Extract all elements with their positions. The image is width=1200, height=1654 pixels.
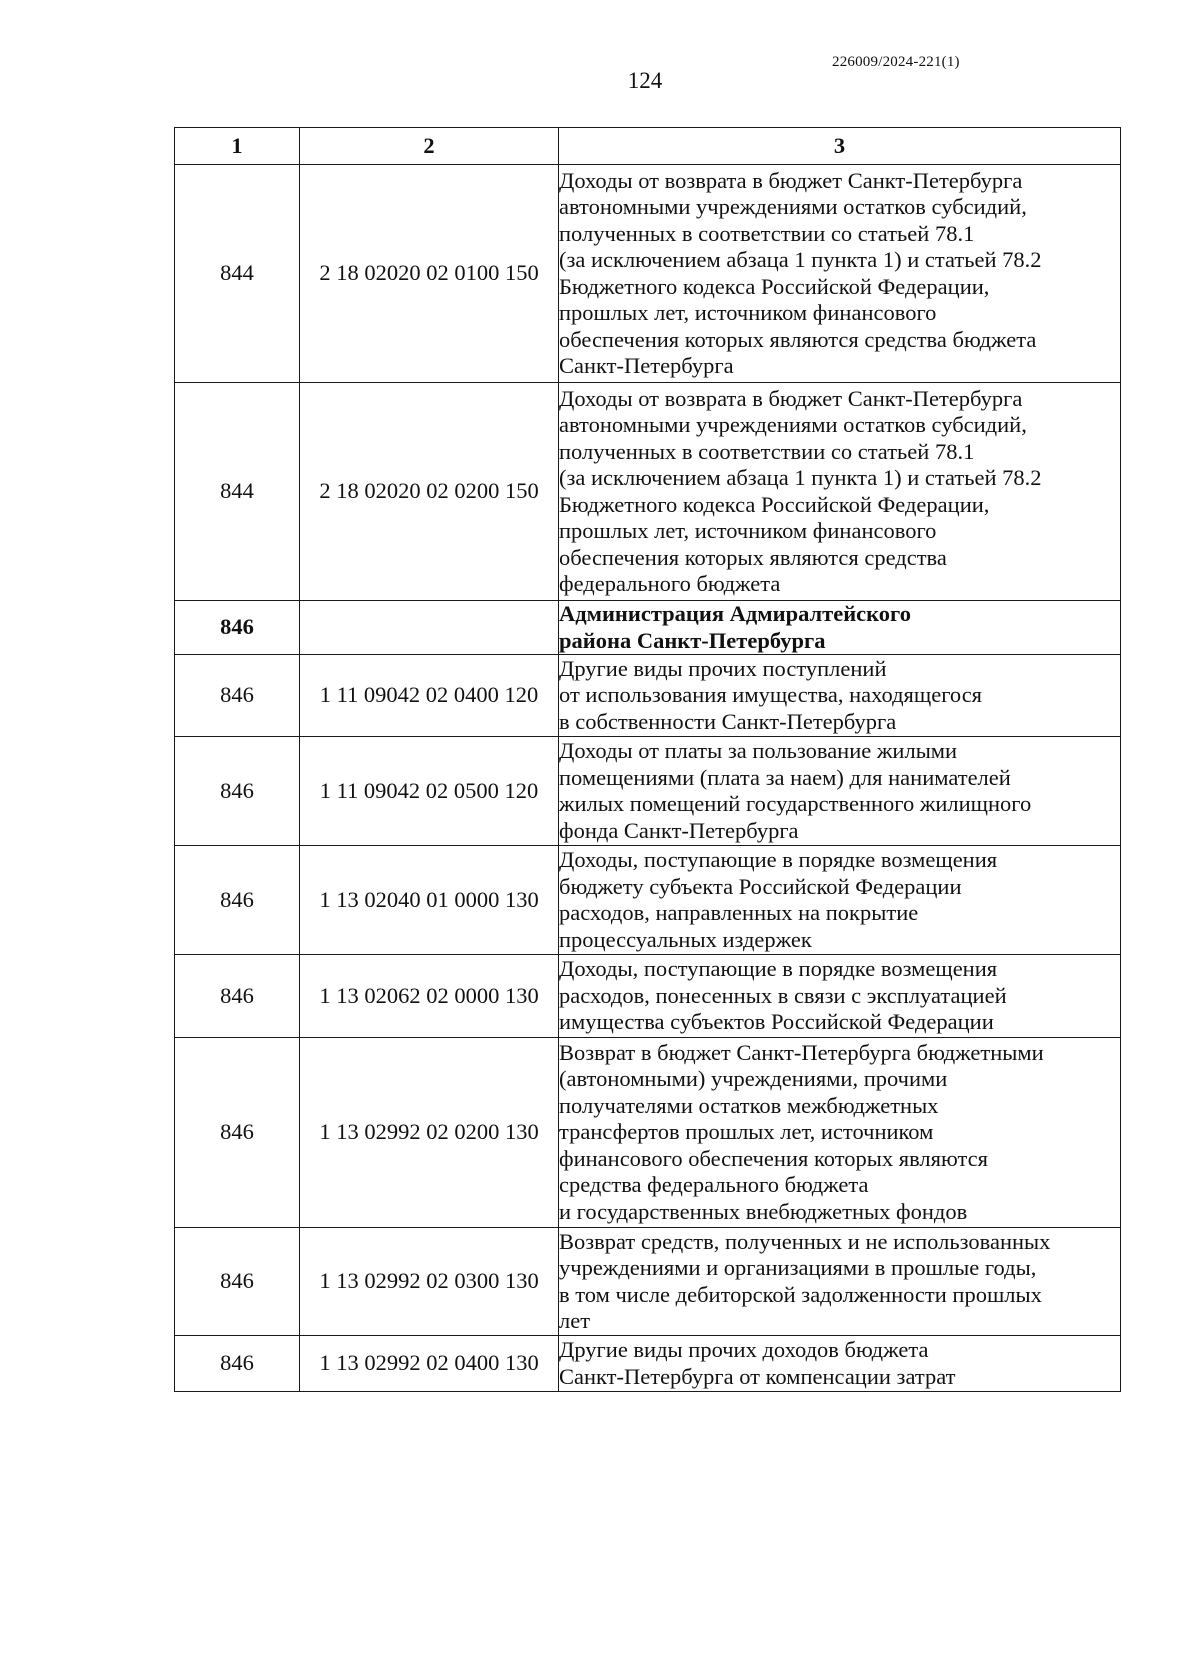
admin-code-cell: 846: [175, 655, 300, 737]
table-header-row: [175, 128, 1121, 165]
table-row: [175, 1038, 1121, 1228]
revenue-description-cell: Доходы от возврата в бюджет Санкт-Петербурга автономными учреждениями остатков субсидий, полученных в соответствии со статьей 78.1 (за исключением абзаца 1 пункта 1) и статьей 78.2 Бюджетного кодекса Российской Федерации, прошлых лет, источником финансового обеспечения которых являются средства бюджета Санкт-Петербурга: [559, 165, 1121, 383]
column-header-1: 1: [175, 128, 300, 165]
admin-code-cell: 846: [175, 1336, 300, 1392]
table-row: [175, 1336, 1121, 1392]
budget-code-cell: 2 18 02020 02 0100 150: [300, 165, 559, 383]
page-number: 124: [627, 68, 663, 93]
revenue-description-cell: Другие виды прочих доходов бюджета Санкт-Петербурга от компенсации затрат: [559, 1336, 1121, 1392]
admin-code-cell: 846: [175, 601, 300, 655]
document-registration-number: 226009/2024-221(1): [832, 54, 960, 70]
table-row: [175, 955, 1121, 1038]
column-header-2: 2: [300, 128, 559, 165]
budget-code-cell: 2 18 02020 02 0200 150: [300, 383, 559, 601]
budget-code-cell: 1 13 02992 02 0200 130: [300, 1038, 559, 1228]
revenue-description-cell: Возврат средств, полученных и не использованных учреждениями и организациями в прошлые годы, в том числе дебиторской задолженности прошлых лет: [559, 1228, 1121, 1336]
revenue-description-cell: Доходы, поступающие в порядке возмещения бюджету субъекта Российской Федерации расходов, направленных на покрытие процессуальных издержек: [559, 846, 1121, 955]
budget-code-cell: 1 11 09042 02 0500 120: [300, 737, 559, 846]
table-row: [175, 383, 1121, 601]
table-row-section-heading: [175, 601, 1121, 655]
table-row: [175, 165, 1121, 383]
revenue-description-cell: Возврат в бюджет Санкт-Петербурга бюджетными (автономными) учреждениями, прочими получателями остатков межбюджетных трансфертов прошлых лет, источником финансового обеспечения которых являются средства федерального бюджета и государственных внебюджетных фондов: [559, 1038, 1121, 1228]
admin-code-cell: 846: [175, 1038, 300, 1228]
revenue-description-cell: Доходы, поступающие в порядке возмещения расходов, понесенных в связи с эксплуатацией имущества субъектов Российской Федерации: [559, 955, 1121, 1038]
table-row: [175, 846, 1121, 955]
administrator-name-cell: Администрация Адмиралтейского района Санкт-Петербурга: [559, 601, 1121, 655]
revenue-codes-table: [174, 127, 1121, 1392]
budget-code-cell: 1 13 02062 02 0000 130: [300, 955, 559, 1038]
column-header-3: 3: [559, 128, 1121, 165]
admin-code-cell: 846: [175, 955, 300, 1038]
admin-code-cell: 844: [175, 383, 300, 601]
admin-code-cell: 846: [175, 846, 300, 955]
admin-code-cell: 844: [175, 165, 300, 383]
table-row: [175, 1228, 1121, 1336]
budget-code-cell: 1 13 02992 02 0400 130: [300, 1336, 559, 1392]
revenue-description-cell: Другие виды прочих поступлений от использования имущества, находящегося в собственности Санкт-Петербурга: [559, 655, 1121, 737]
budget-code-cell: 1 13 02040 01 0000 130: [300, 846, 559, 955]
budget-code-cell: 1 13 02992 02 0300 130: [300, 1228, 559, 1336]
table-row: [175, 737, 1121, 846]
revenue-description-cell: Доходы от возврата в бюджет Санкт-Петербурга автономными учреждениями остатков субсидий, полученных в соответствии со статьей 78.1 (за исключением абзаца 1 пункта 1) и статьей 78.2 Бюджетного кодекса Российской Федерации, прошлых лет, источником финансового обеспечения которых являются средства федерального бюджета: [559, 383, 1121, 601]
budget-code-cell: [300, 601, 559, 655]
table-row: [175, 655, 1121, 737]
revenue-description-cell: Доходы от платы за пользование жилыми помещениями (плата за наем) для нанимателей жилых помещений государственного жилищного фонда Санкт-Петербурга: [559, 737, 1121, 846]
admin-code-cell: 846: [175, 737, 300, 846]
budget-code-cell: 1 11 09042 02 0400 120: [300, 655, 559, 737]
admin-code-cell: 846: [175, 1228, 300, 1336]
